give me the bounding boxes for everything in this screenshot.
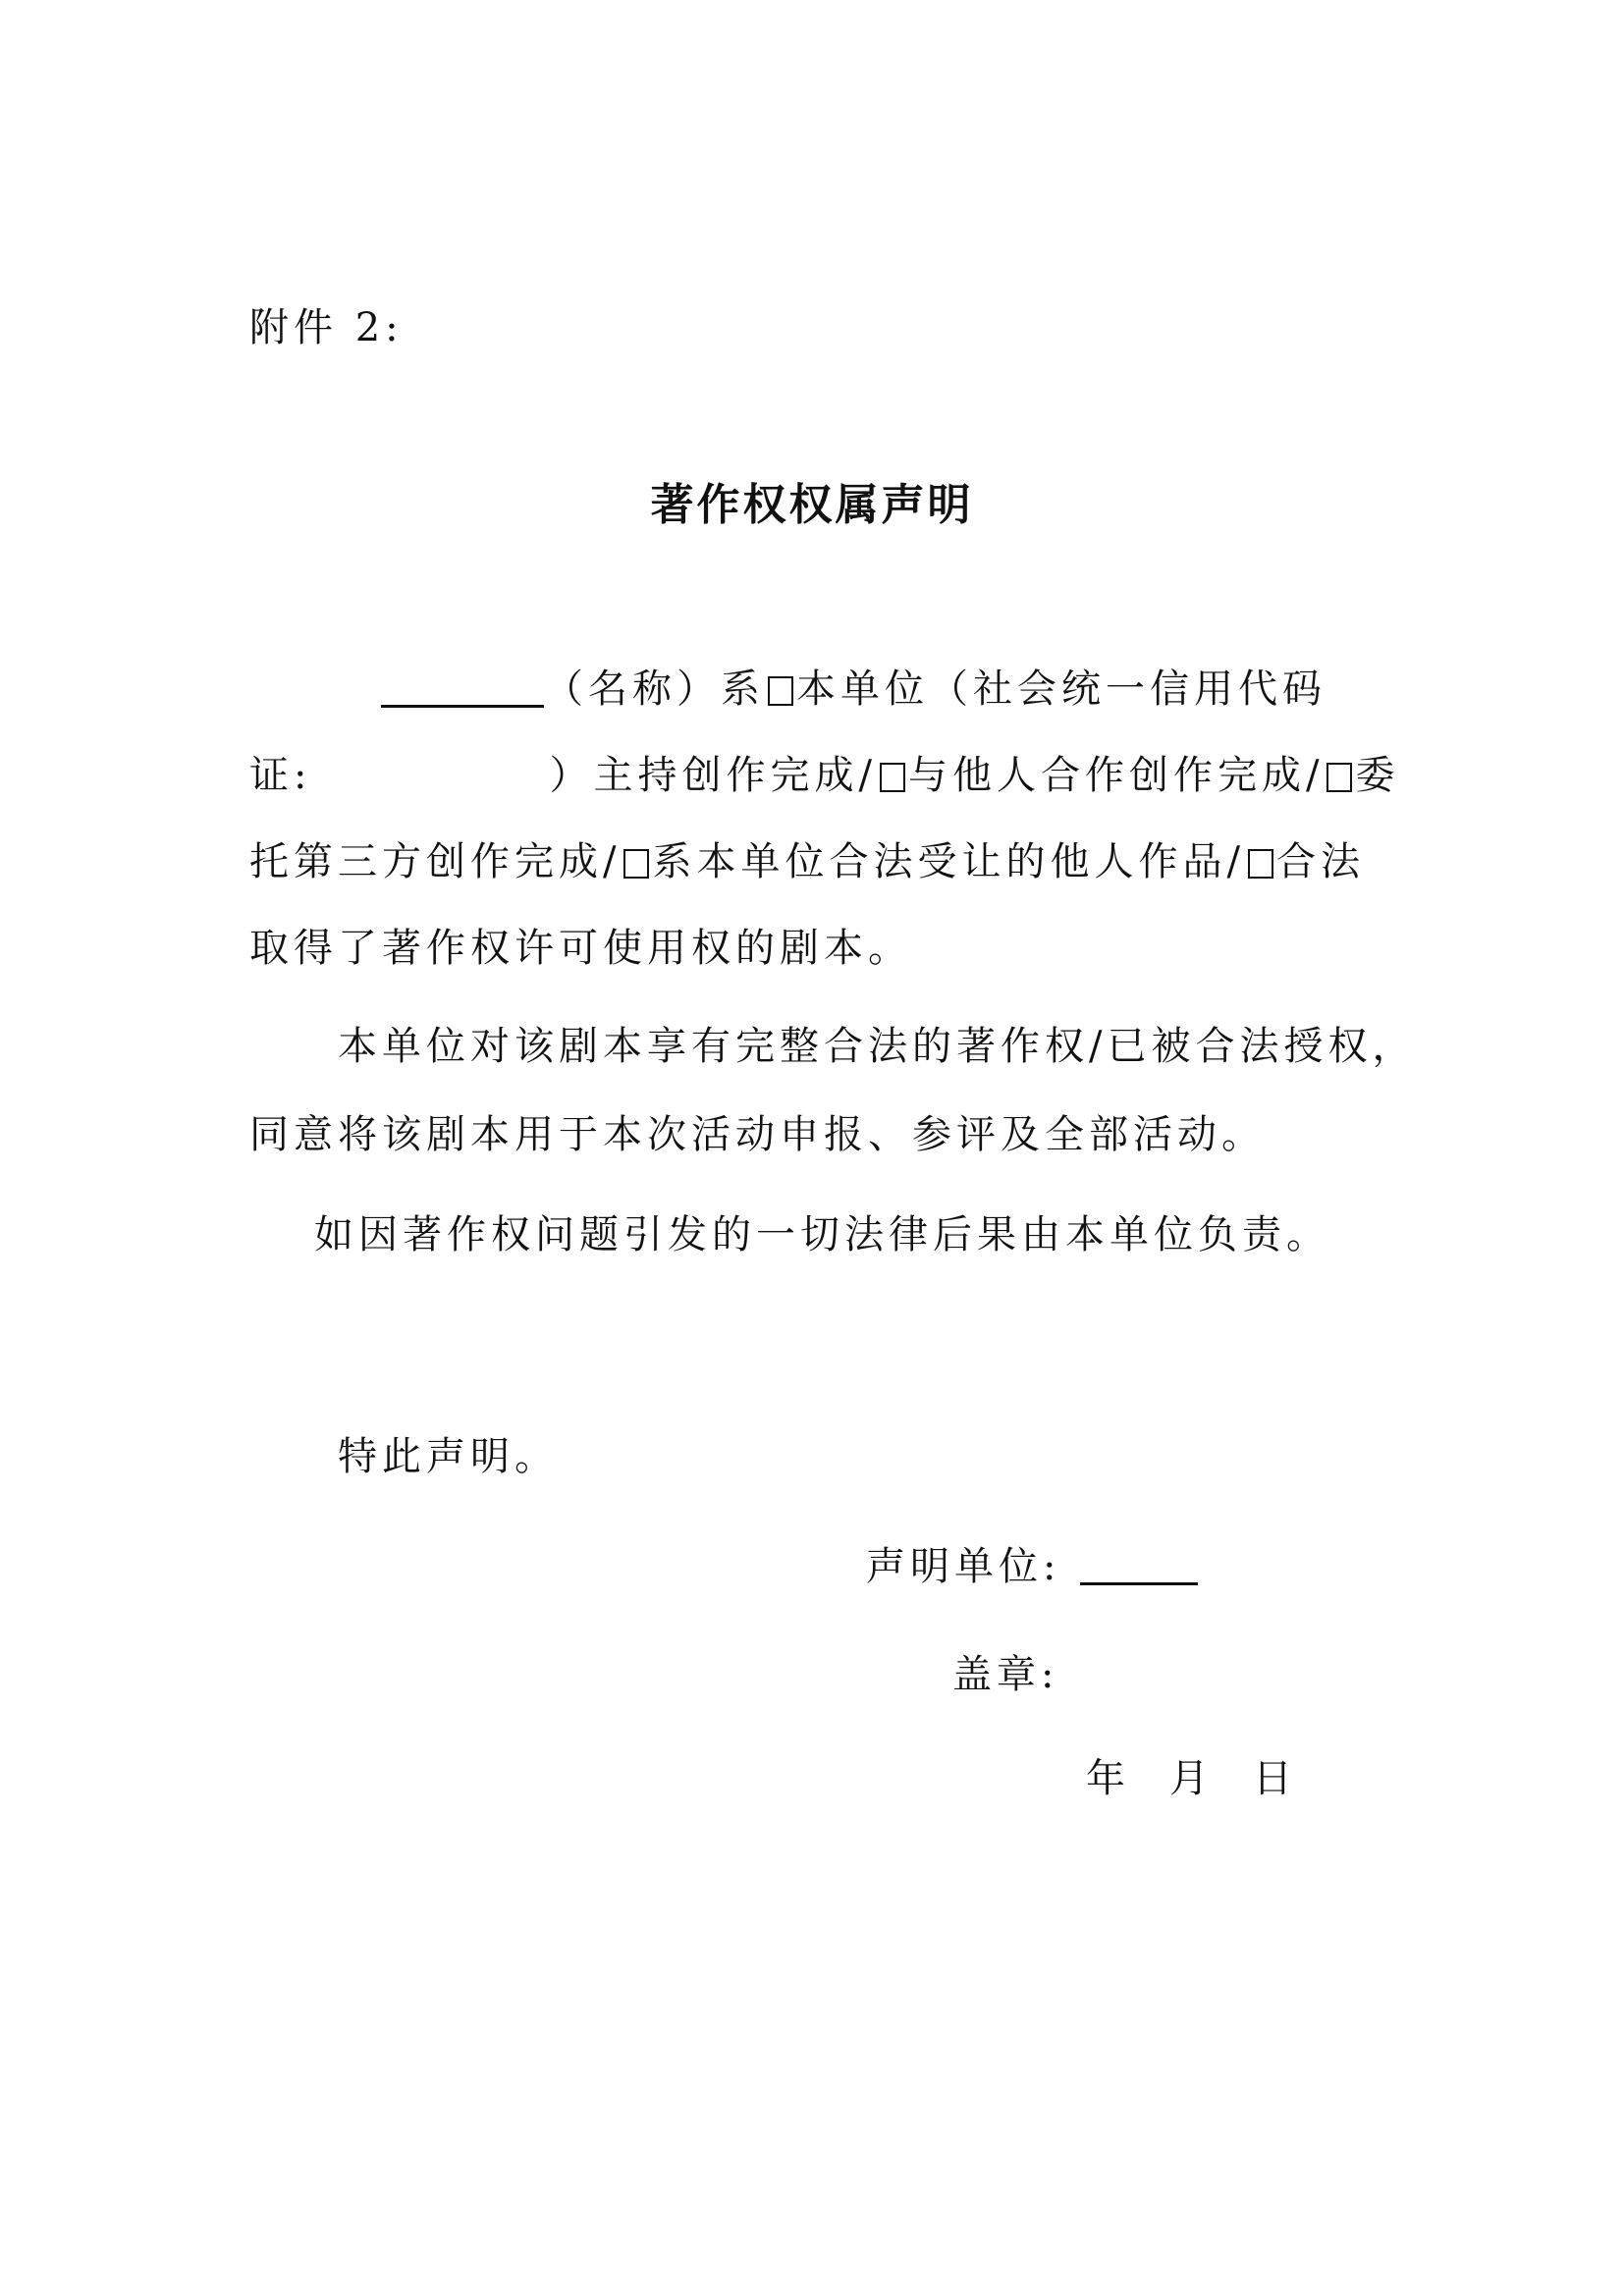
signature-seal: 盖章: — [952, 1652, 1059, 1697]
checkbox-transferred[interactable] — [623, 849, 649, 879]
date-day: 日 — [1253, 1756, 1297, 1801]
date-year: 年 — [1086, 1756, 1130, 1801]
para1-text: 委 — [1355, 753, 1400, 798]
para1-text: ）主持创作完成/ — [549, 753, 877, 798]
checkbox-own-work[interactable] — [768, 676, 793, 706]
para1-text: 合法 — [1275, 839, 1365, 884]
para1-line3 — [249, 836, 1365, 887]
signature-unit — [866, 1541, 1198, 1592]
para2-line1: 本单位对该剧本享有完整合法的著作权/已被合法授权， — [338, 1024, 1417, 1069]
para1-text: 系本单位合法受让的他人作品/ — [652, 839, 1245, 884]
signature-date — [1086, 1753, 1297, 1804]
checkbox-licensed[interactable] — [1248, 849, 1273, 879]
para1-text: 本单位（社会统一信用代码 — [796, 667, 1326, 712]
para1-line1 — [381, 664, 1326, 715]
document-title: 著作权权属声明 — [650, 480, 974, 530]
date-month: 月 — [1169, 1756, 1214, 1801]
para1-line2 — [249, 750, 1399, 801]
para1-text: 证: — [249, 753, 312, 798]
para1-text: 托第三方创作完成/ — [249, 839, 622, 884]
para1-line4: 取得了著作权许可使用权的剧本。 — [249, 926, 912, 971]
para3-line: 如因著作权问题引发的一切法律后果由本单位负责。 — [314, 1212, 1330, 1257]
checkbox-co-creation[interactable] — [880, 763, 905, 792]
name-blank[interactable] — [381, 666, 544, 708]
signature-unit-blank[interactable] — [1080, 1543, 1198, 1585]
para1-text: （名称）系 — [544, 667, 765, 712]
para4-line: 特此声明。 — [338, 1434, 559, 1479]
signature-unit-label: 声明单位: — [866, 1544, 1061, 1589]
para2-line2: 同意将该剧本用于本次活动申报、参评及全部活动。 — [249, 1112, 1266, 1157]
para1-text: 与他人合作创作完成/ — [907, 753, 1325, 798]
attachment-label: 附件 2: — [249, 305, 404, 350]
checkbox-commissioned[interactable] — [1326, 763, 1352, 792]
